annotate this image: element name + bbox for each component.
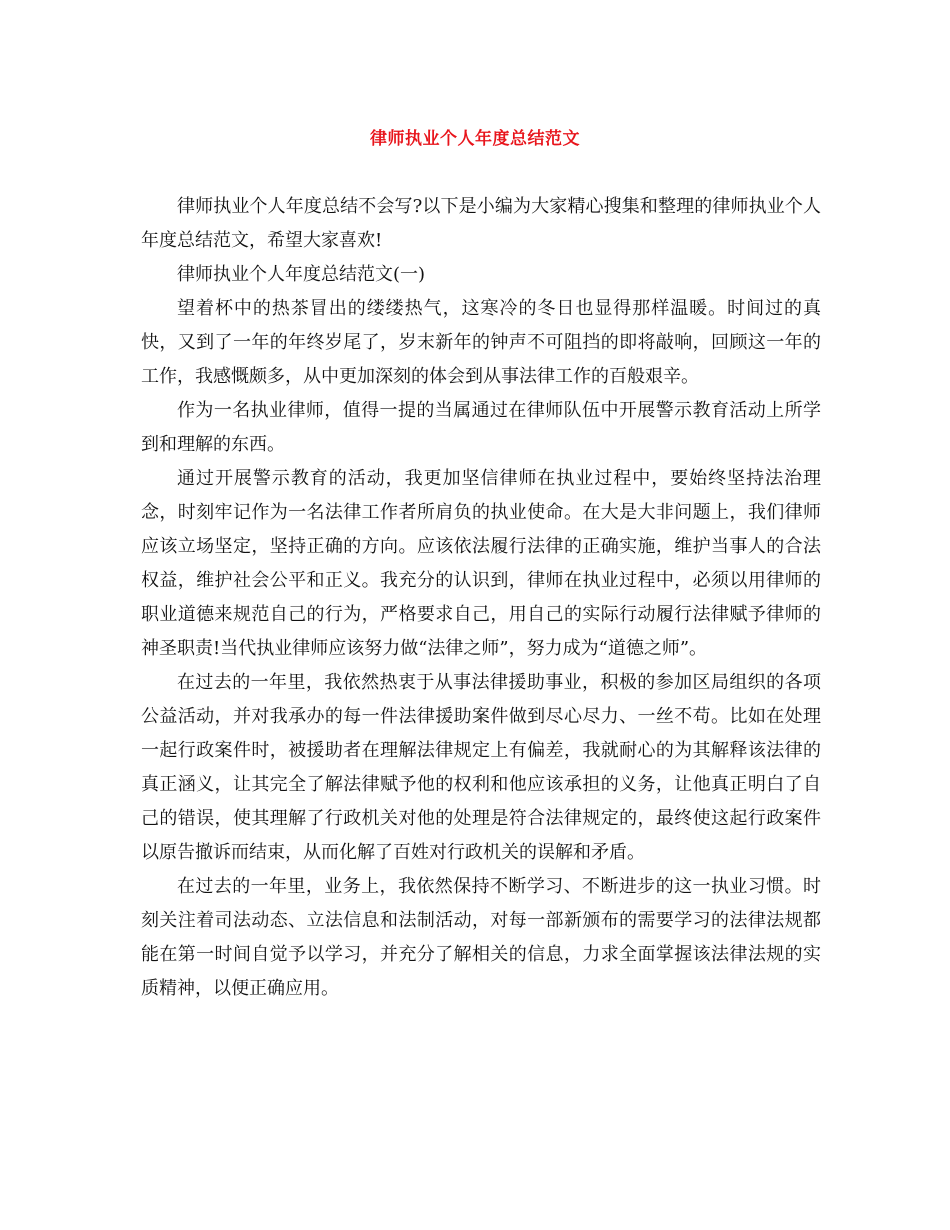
section-heading: 律师执业个人年度总结范文(一) xyxy=(177,264,426,285)
page-title: 律师执业个人年度总结范文 xyxy=(370,129,580,149)
paragraph: 通过开展警示教育的活动，我更加坚信律师在执业过程中，要始终坚持法治理念，时刻牢记作为一名法律工作者所肩负的执业使命。在大是大非问题上，我们律师应该立场坚定，坚持正确的方向。应该依法履行法律的正确实施，维护当事人的合法权益，维护社会公平和正义。我充分的认识到，律师在执业过程中，必须以用律师的职业道德来规范自己的行为，严格要求自己，用自己的实际行动履行法律赋予律师的神圣职责!当代执业律师应该努力做“法律之师”，努力成为“道德之师”。 xyxy=(141,468,821,659)
paragraph-intro: 律师执业个人年度总结不会写?以下是小编为大家精心搜集和整理的律师执业个人年度总结范文，希望大家喜欢! xyxy=(141,196,821,251)
paragraph: 望着杯中的热茶冒出的缕缕热气，这寒冷的冬日也显得那样温暖。时间过的真快，又到了一年的年终岁尾了，岁末新年的钟声不可阻挡的即将敲响，回顾这一年的工作，我感慨颇多，从中更加深刻的体会到从事法律工作的百般艰辛。 xyxy=(141,298,821,387)
paragraph: 在过去的一年里，业务上，我依然保持不断学习、不断进步的这一执业习惯。时刻关注着司法动态、立法信息和法制活动，对每一部新颁布的需要学习的法律法规都能在第一时间自觉予以学习，并充分了解相关的信息，力求全面掌握该法律法规的实质精神，以便正确应用。 xyxy=(141,876,821,999)
paragraph: 在过去的一年里，我依然热衷于从事法律援助事业，积极的参加区局组织的各项公益活动，并对我承办的每一件法律援助案件做到尽心尽力、一丝不苟。比如在处理一起行政案件时，被援助者在理解法律规定上有偏差，我就耐心的为其解释该法律的真正涵义，让其完全了解法律赋予他的权利和他应该承担的义务，让他真正明白了自己的错误，使其理解了行政机关对他的处理是符合法律规定的，最终使这起行政案件以原告撤诉而结束，从而化解了百姓对行政机关的误解和矛盾。 xyxy=(141,672,821,863)
paragraph: 作为一名执业律师，值得一提的当属通过在律师队伍中开展警示教育活动上所学到和理解的东西。 xyxy=(141,400,821,455)
document-body xyxy=(141,190,821,1006)
